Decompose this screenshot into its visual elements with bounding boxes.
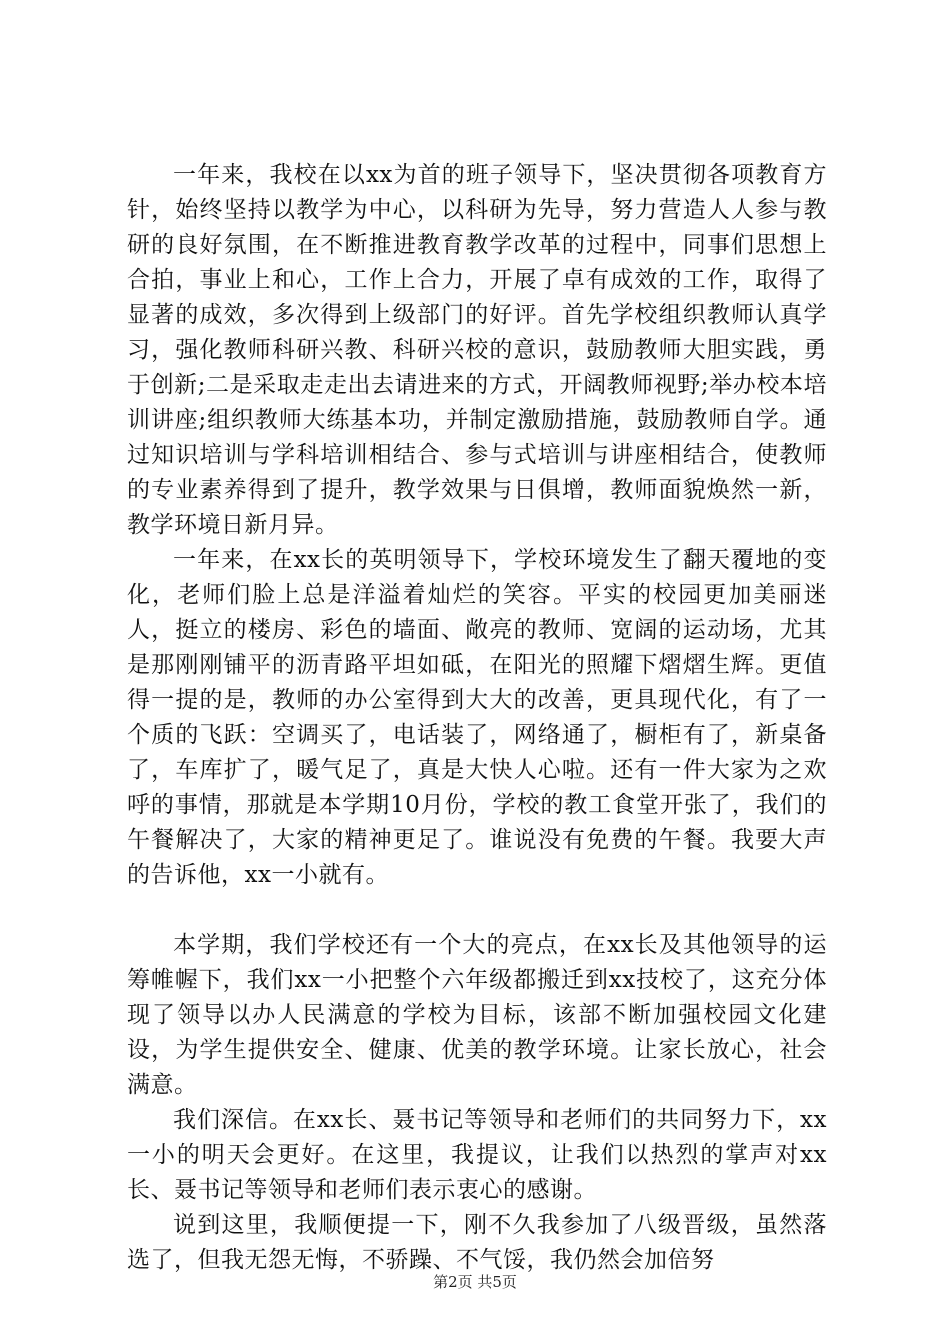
paragraph-5: 说到这里，我顺便提一下，刚不久我参加了八级晋级，虽然落选了，但我无怨无悔，不骄躁、不气馁，我仍然会加倍努 bbox=[127, 1212, 827, 1273]
paragraph-3: 本学期，我们学校还有一个大的亮点，在xx长及其他领导的运筹帷幄下，我们xx一小把整个六年级都搬迁到xx技校了，这充分体现了领导以办人民满意的学校为目标，该部不断加强校园文化建设，为学生提供安全、健康、优美的教学环境。让家长放心，社会满意。 bbox=[127, 932, 827, 1098]
paragraph-2: 一年来，在xx长的英明领导下，学校环境发生了翻天覆地的变化，老师们脸上总是洋溢着灿烂的笑容。平实的校园更加美丽迷人，挺立的楼房、彩色的墙面、敞亮的教师、宽阔的运动场，尤其是那刚刚铺平的沥青路平坦如砥，在阳光的照耀下熠熠生辉。更值得一提的是，教师的办公室得到大大的改善，更具现代化，有了一个质的飞跃：空调买了，电话装了，网络通了，橱柜有了，新桌备了，车库扩了，暖气足了，真是大快人心啦。还有一件大家为之欢呼的事情，那就是本学期10月份，学校的教工食堂开张了，我们的午餐解决了，大家的精神更足了。谁说没有免费的午餐。我要大声的告诉他，xx一小就有。 bbox=[127, 547, 827, 888]
document-body bbox=[127, 158, 827, 1278]
paragraph-4: 我们深信。在xx长、聂书记等领导和老师们的共同努力下，xx一小的明天会更好。在这里，我提议，让我们以热烈的掌声对xx长、聂书记等领导和老师们表示衷心的感谢。 bbox=[127, 1107, 827, 1203]
page-number-footer: 第2页 共5页 bbox=[433, 1273, 517, 1291]
paragraph-1: 一年来，我校在以xx为首的班子领导下，坚决贯彻各项教育方针，始终坚持以教学为中心，以科研为先导，努力营造人人参与教研的良好氛围，在不断推进教育教学改革的过程中，同事们思想上合拍，事业上和心，工作上合力，开展了卓有成效的工作，取得了显著的成效，多次得到上级部门的好评。首先学校组织教师认真学习，强化教师科研兴教、科研兴校的意识，鼓励教师大胆实践，勇于创新;二是采取走走出去请进来的方式，开阔教师视野;举办校本培训讲座;组织教师大练基本功，并制定激励措施，鼓励教师自学。通过知识培训与学科培训相结合、参与式培训与讲座相结合，使教师的专业素养得到了提升，教学效果与日俱增，教师面貌焕然一新，教学环境日新月异。 bbox=[127, 162, 827, 538]
